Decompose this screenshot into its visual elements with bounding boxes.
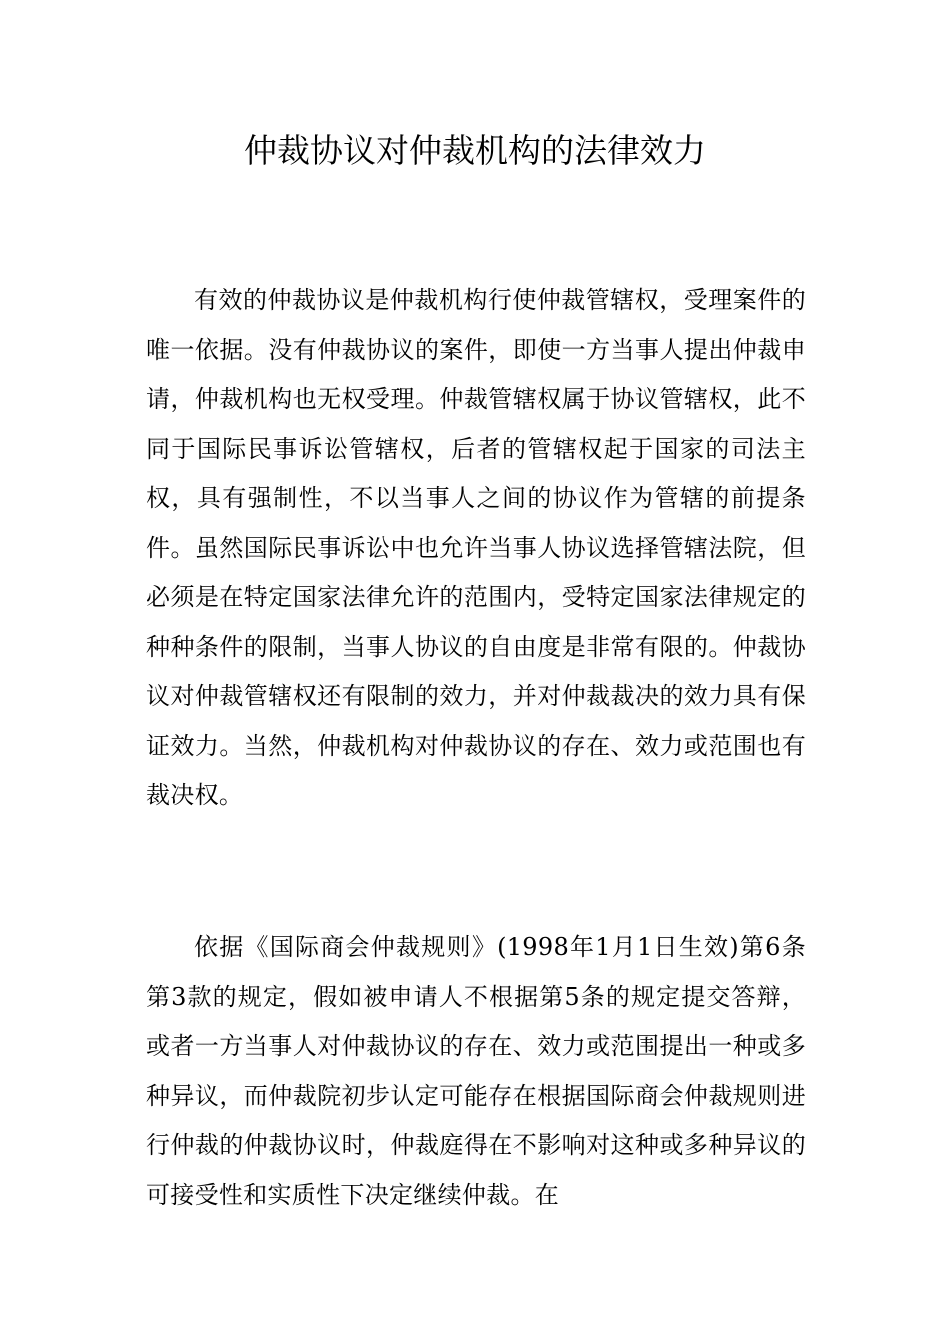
document-title: 仲裁协议对仲裁机构的法律效力 [244,131,706,170]
body-paragraph-2: 依据《国际商会仲裁规则》(1998年1月1日生效)第6条第3款的规定，假如被申请人不根据第5条的规定提交答辩，或者一方当事人对仲裁协议的存在、效力或范围提出一种或多种异议，而仲裁院初步认定可能存在根据国际商会仲裁规则进行仲裁的仲裁协议时，仲裁庭得在不影响对这种或多种异议的可接受性和实质性下决定继续仲裁。在 [146,933,806,1209]
body-paragraph-1: 有效的仲裁协议是仲裁机构行使仲裁管辖权，受理案件的唯一依据。没有仲裁协议的案件，即使一方当事人提出仲裁申请，仲裁机构也无权受理。仲裁管辖权属于协议管辖权，此不同于国际民事诉讼管辖权，后者的管辖权起于国家的司法主权，具有强制性，不以当事人之间的协议作为管辖的前提条件。虽然国际民事诉讼中也允许当事人协议选择管辖法院，但必须是在特定国家法律允许的范围内，受特定国家法律规定的种种条件的限制，当事人协议的自由度是非常有限的。仲裁协议对仲裁管辖权还有限制的效力，并对仲裁裁决的效力具有保证效力。当然，仲裁机构对仲裁协议的存在、效力或范围也有裁决权。 [146,286,806,809]
